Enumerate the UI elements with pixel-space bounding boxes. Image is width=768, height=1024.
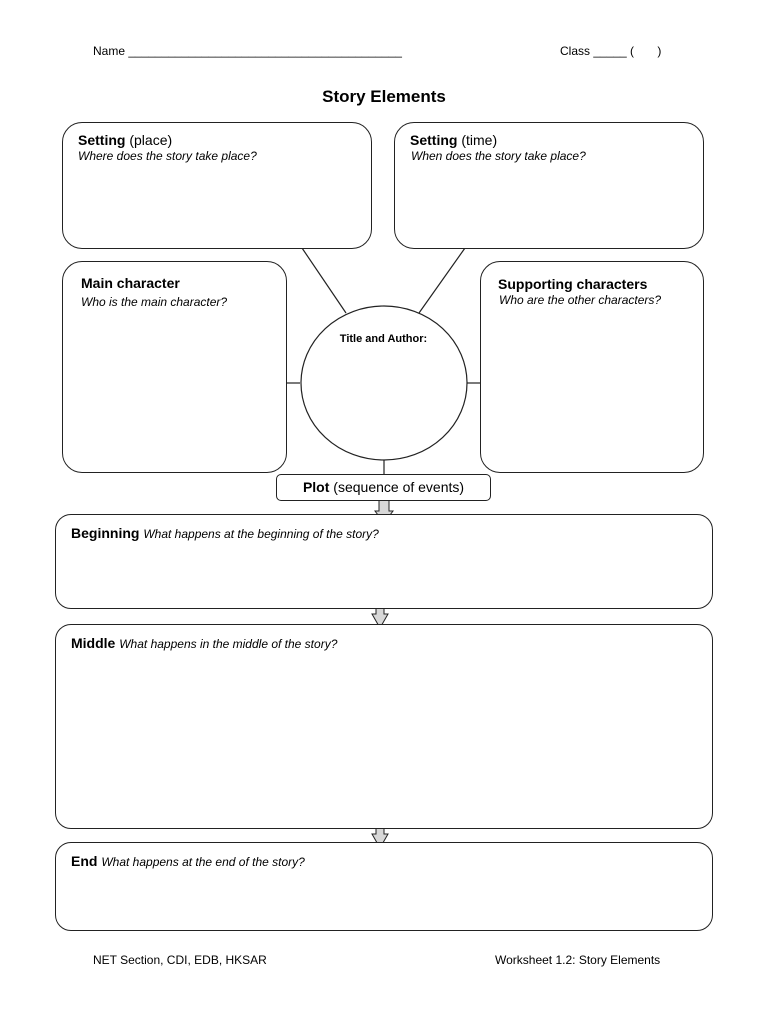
class-field-label: Class _____ ( ) <box>560 44 662 58</box>
setting-time-heading: Setting (time) <box>410 132 498 148</box>
middle-box <box>55 624 713 829</box>
main-character-question: Who is the main character? <box>81 295 228 309</box>
plot-heading: Plot <box>302 479 330 495</box>
page-title: Story Elements <box>322 87 446 106</box>
supporting-characters-box <box>480 261 704 473</box>
end-question: What happens at the end of the story? <box>101 855 305 869</box>
setting-time-question: When does the story take place? <box>411 149 586 163</box>
beginning-heading: Beginning What happens at the beginning of the story? <box>71 525 379 541</box>
setting-place-question: Where does the story take place? <box>78 149 257 163</box>
name-field-label: Name _________________________________________ <box>93 44 402 58</box>
supporting-characters-heading: Supporting characters <box>498 276 648 292</box>
middle-heading: Middle What happens in the middle of the story? <box>71 635 338 651</box>
main-character-heading: Main character <box>81 275 180 291</box>
title-author-circle <box>301 306 467 460</box>
footer-source: NET Section, CDI, EDB, HKSAR <box>93 953 267 967</box>
setting-time-box <box>394 122 704 249</box>
end-heading: End What happens at the end of the story? <box>71 853 305 869</box>
beginning-question: What happens at the beginning of the story? <box>143 527 379 541</box>
plot-box <box>276 474 491 501</box>
middle-question: What happens in the middle of the story? <box>119 637 338 651</box>
connector-setting-time <box>419 248 465 313</box>
supporting-characters-question: Who are the other characters? <box>499 293 662 307</box>
setting-place-box <box>62 122 372 249</box>
footer-worksheet: Worksheet 1.2: Story Elements <box>495 953 661 967</box>
beginning-box <box>55 514 713 609</box>
connector-setting-place <box>302 248 346 313</box>
title-author-label: Title and Author: <box>339 333 428 345</box>
main-character-box <box>62 261 287 473</box>
plot-heading-suffix: (sequence of events) <box>329 479 465 495</box>
setting-place-heading: Setting (place) <box>78 132 173 148</box>
end-box <box>55 842 713 931</box>
